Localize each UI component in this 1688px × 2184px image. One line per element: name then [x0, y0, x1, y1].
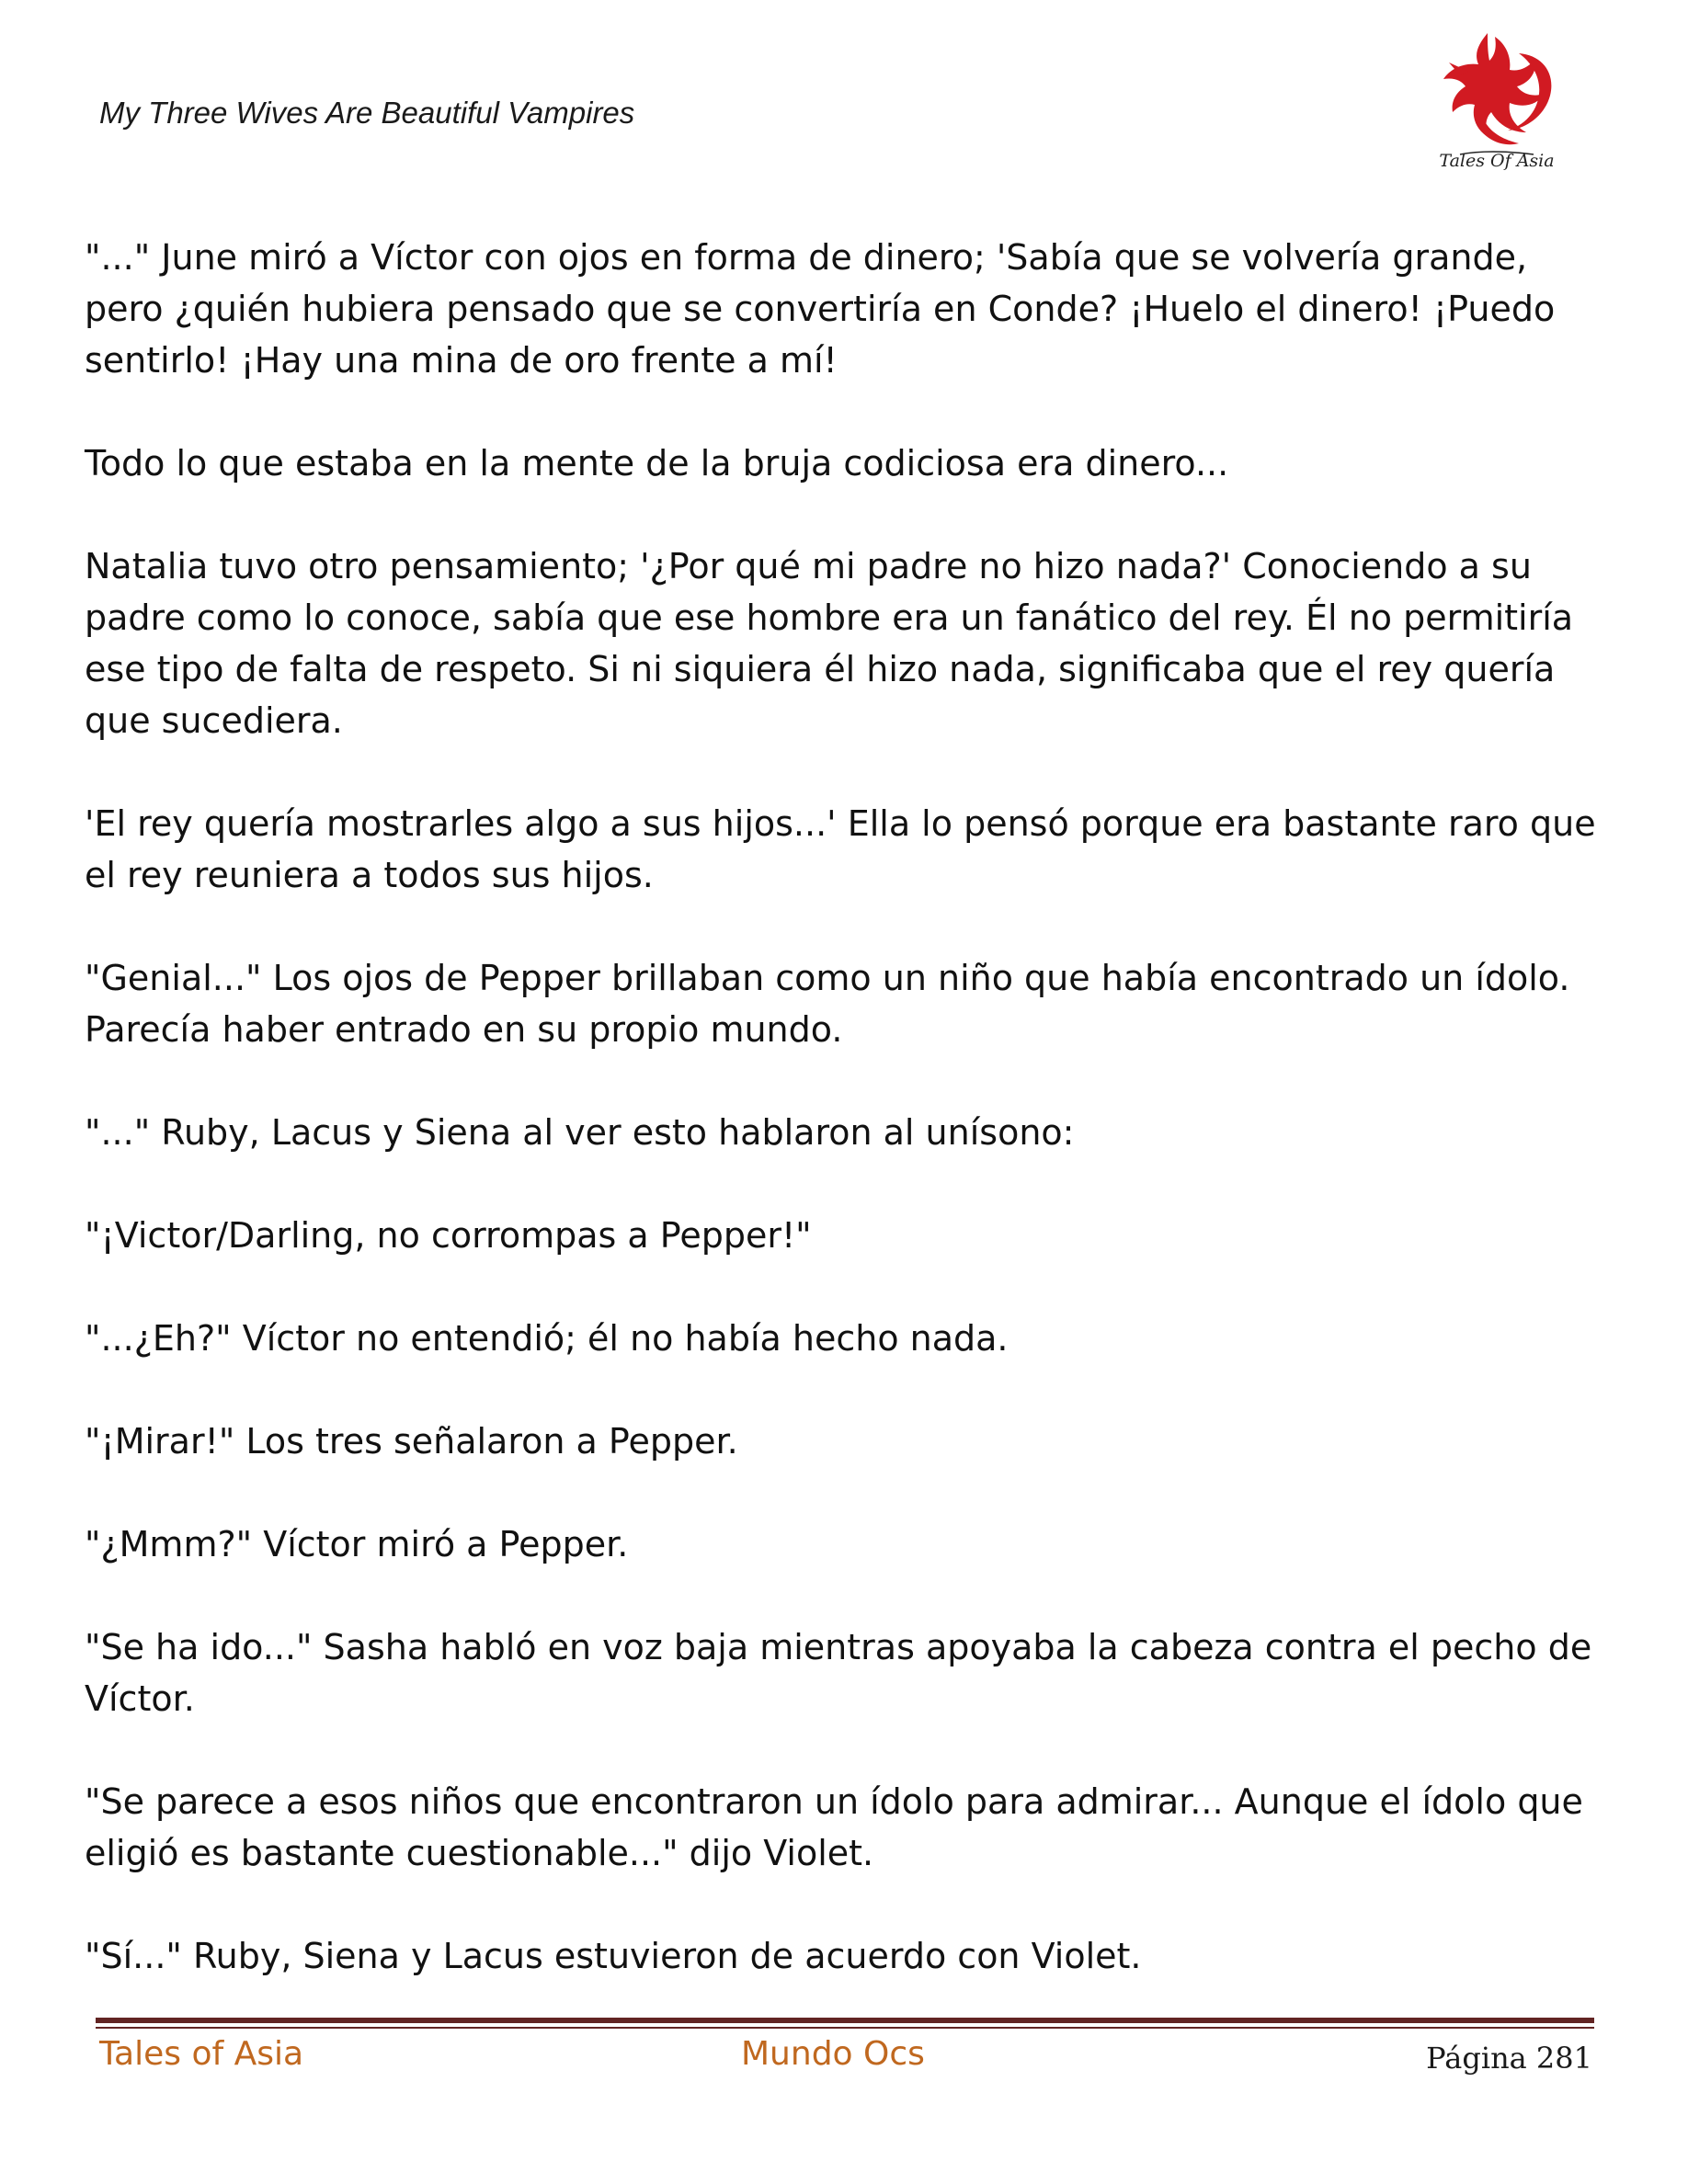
footer-rule: [96, 2018, 1594, 2023]
paragraph: "Genial..." Los ojos de Pepper brillaban como un niño que había encontrado un ídolo. Parecía haber entrado en su propio mundo.: [85, 958, 1570, 1050]
paragraph: "Se ha ido..." Sasha habló en voz baja mientras apoyaba la cabeza contra el pecho de Víctor.: [85, 1627, 1592, 1719]
footer-center-text: Mundo Ocs: [741, 2035, 925, 2073]
paragraph: "Sí..." Ruby, Siena y Lacus estuvieron de acuerdo con Violet.: [85, 1936, 1142, 1976]
paragraph: "¡Victor/Darling, no corrompas a Pepper!": [85, 1215, 812, 1256]
footer-rule-thin: [96, 2027, 1594, 2029]
paragraph: "¡Mirar!" Los tres señalaron a Pepper.: [85, 1421, 738, 1462]
red-dragon-logo: [1423, 17, 1570, 182]
page-number: Página 281: [1426, 2041, 1592, 2076]
paragraph: Todo lo que estaba en la mente de la bruja codiciosa era dinero...: [85, 443, 1229, 483]
footer-left-text: Tales of Asia: [99, 2035, 304, 2073]
logo-text: Tales Of Asia: [1439, 151, 1555, 171]
paragraph: Natalia tuvo otro pensamiento; '¿Por qué mi padre no hizo nada?' Conociendo a su padre como lo conoce, sabía que ese hombre era un fanático del rey. Él no permitiría ese tipo de falta de respeto. Si ni siquiera él hizo nada, significaba que el rey quería que sucediera.: [85, 546, 1574, 741]
paragraph: "..." Ruby, Lacus y Siena al ver esto hablaron al unísono:: [85, 1112, 1075, 1153]
body-text: [85, 232, 1611, 2033]
paragraph: "...¿Eh?" Víctor no entendió; él no había hecho nada.: [85, 1318, 1009, 1359]
paragraph: "..." June miró a Víctor con ojos en forma de dinero; 'Sabía que se volvería grande, pero ¿quién hubiera pensado que se convertiría en Conde? ¡Huelo el dinero! ¡Puedo sentirlo! ¡Hay una mina de oro frente a mí!: [85, 237, 1556, 381]
header-title: My Three Wives Are Beautiful Vampires: [99, 96, 635, 130]
paragraph: "¿Mmm?" Víctor miró a Pepper.: [85, 1524, 629, 1564]
paragraph: 'El rey quería mostrarles algo a sus hijos...' Ella lo pensó porque era bastante raro que el rey reuniera a todos sus hijos.: [85, 803, 1596, 895]
paragraph: "Se parece a esos niños que encontraron un ídolo para admirar... Aunque el ídolo que eligió es bastante cuestionable..." dijo Violet.: [85, 1781, 1583, 1873]
